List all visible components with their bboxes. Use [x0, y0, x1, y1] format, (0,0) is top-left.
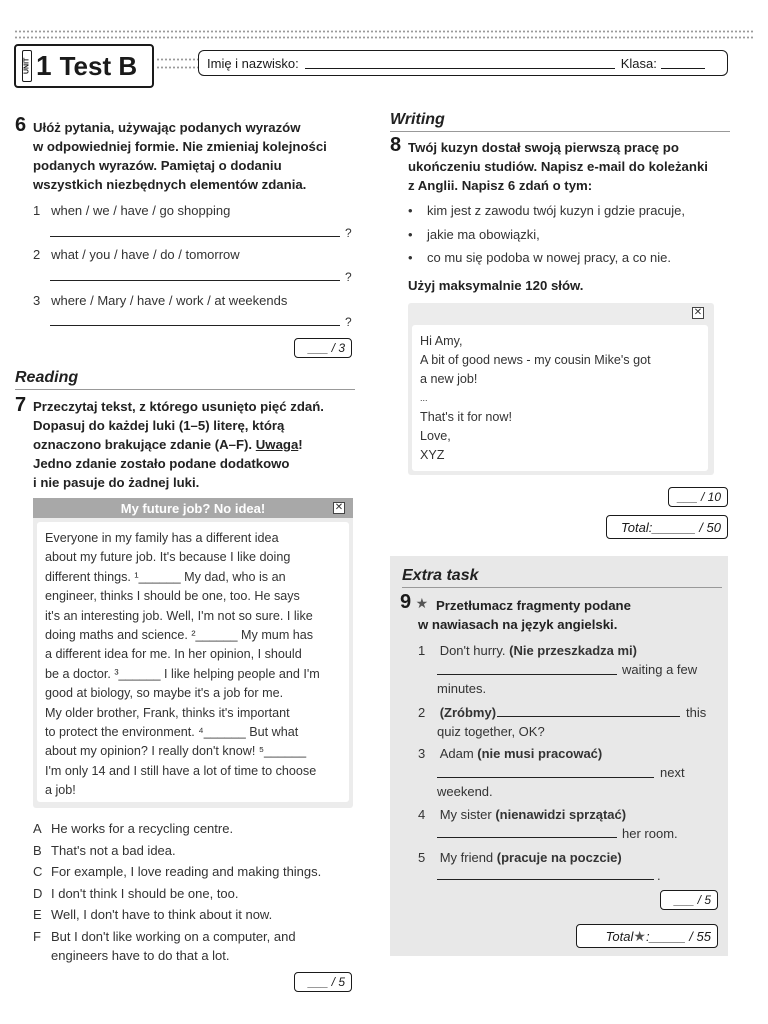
ex7-instruction: Przeczytaj tekst, z którego usunięto pięć zdań. Dopasuj do każdej luki (1–5) literę, którą oznaczono brakujące zdanie (A–F). Uwaga! Jedno zdanie zostało podane dodatkowo i nie pasuje do żadnej luki. — [33, 399, 324, 490]
header-dots-top — [14, 30, 754, 33]
class-label: Klasa: — [620, 55, 657, 71]
name-class-box — [198, 50, 728, 76]
unit-title-box — [14, 44, 154, 88]
ex9-answer-line-4[interactable] — [437, 837, 617, 838]
total-55-value: :_____ / 55 — [645, 928, 711, 944]
total-50: Total:______ / 50 — [606, 515, 728, 539]
email-body[interactable]: Hi Amy, A bit of good news - my cousin Mike's got a new job! ... That's it for now! Love, XYZ — [412, 325, 708, 471]
ex8-number: 8 — [390, 134, 402, 156]
unit-number: 1 — [36, 50, 52, 81]
extra-section-rule — [402, 587, 722, 588]
ex9-item-4-cont: her room. — [622, 826, 678, 841]
ex7-score: ___ / 5 — [294, 972, 352, 992]
header-dots-top-2 — [14, 36, 754, 39]
writing-section-title: Writing — [390, 111, 445, 128]
ex9-item-1-end: minutes. — [437, 681, 487, 696]
ex9-item-2-cont: this — [686, 705, 707, 720]
ex6-answer-line-3[interactable] — [50, 325, 340, 326]
reading-section-title: Reading — [15, 369, 79, 386]
ex9-item-3: 3 Adam (nie musi pracować) — [418, 746, 603, 761]
ex6-qmark-3: ? — [345, 315, 352, 329]
ex8-instruction: Twój kuzyn dostał swoją pierwszą pracę po ukończeniu studiów. Napisz e-mail do koleżanki z Anglii. Napisz 6 zdań o tym: — [408, 140, 708, 193]
ex6-qmark-1: ? — [345, 226, 352, 240]
total-55 — [576, 924, 718, 948]
ex8-score: ___ / 10 — [668, 487, 728, 507]
reading-text-header — [33, 498, 353, 518]
option-d: D I don't think I should be one, too. — [33, 885, 239, 901]
ex9-score: ___ / 5 — [660, 890, 718, 910]
ex9-answer-line-3[interactable] — [437, 777, 654, 778]
name-label: Imię i nazwisko: — [207, 55, 299, 71]
ex6-item-2: 2 what / you / have / do / tomorrow — [33, 247, 240, 262]
option-f: F But I don't like working on a computer, and — [33, 928, 296, 944]
writing-section-rule — [390, 131, 730, 132]
name-field[interactable] — [305, 57, 615, 69]
ex9-answer-line-2[interactable] — [497, 716, 680, 717]
option-a: A He works for a recycling centre. — [33, 821, 234, 836]
close-icon: ✕ — [334, 502, 344, 513]
option-b: B That's not a bad idea. — [33, 842, 176, 858]
ex8-word-limit: Użyj maksymalnie 120 słów. — [408, 278, 584, 293]
star-icon: ★ — [415, 595, 429, 611]
ex9-item-1-cont: waiting a few — [622, 662, 698, 677]
ex8-bullet-3: • co mu się podoba w nowej pracy, a co nie. — [408, 250, 672, 265]
ex8-bullet-2: • jakie ma obowiązki, — [408, 227, 540, 242]
header-dots-mid — [156, 58, 198, 61]
uwaga-word: Uwaga — [255, 437, 299, 452]
option-f-continued: engineers have to do that a lot. — [51, 948, 230, 963]
ex9-item-3-end: weekend. — [437, 784, 493, 799]
ex9-item-2: 2 (Zróbmy) — [418, 705, 497, 720]
ex9-answer-line-1[interactable] — [437, 674, 617, 675]
reading-section-rule — [15, 389, 355, 390]
test-title: Test B — [59, 50, 138, 81]
ex9-instruction: Przetłumacz fragmenty podane w nawiasach na język angielski. — [418, 598, 631, 632]
reading-text-body: Everyone in my family has a different idea about my future job. It's because I like doing different things. ¹______ My dad, who is an engineer, thinks I should be one, too. He says it's an interesting job. Well, I'm not so sure. I like doing maths and science. ²______ My mum has a different idea for me. In her opinion, I should be a doctor. ³______ I like helping people and I'm good at biology, so maybe it's a job for me. My older brother, Frank, thinks it's important to protect the environment. ⁴______ But what about my opinion? I really don't know! ⁵______ I'm only 14 and I still have a lot of time to choose a job! — [37, 522, 349, 802]
email-box — [408, 303, 714, 475]
ex7-options — [33, 818, 363, 967]
class-field[interactable] — [661, 57, 705, 69]
ex6-answer-line-2[interactable] — [50, 280, 340, 281]
ex9-item-5-cont: . — [657, 868, 661, 883]
unit-tag: UNIT — [22, 50, 32, 82]
ex9-item-2-end: quiz together, OK? — [437, 724, 545, 739]
ex6-qmark-2: ? — [345, 270, 352, 284]
total-star-icon: ★ — [633, 927, 646, 944]
ex9-item-4: 4 My sister (nienawidzi sprzątać) — [418, 807, 627, 822]
ex9-answer-line-5[interactable] — [437, 879, 654, 880]
total-55-label: Total — [605, 928, 634, 944]
ex6-item-3: 3 where / Mary / have / work / at weekends — [33, 293, 288, 308]
ex6-number: 6 — [15, 114, 27, 136]
ex7-number: 7 — [15, 394, 27, 416]
ex8-bullet-1: • kim jest z zawodu twój kuzyn i gdzie pracuje, — [408, 203, 685, 218]
ex6-answer-line-1[interactable] — [50, 236, 340, 237]
header-dots-mid-2 — [156, 66, 198, 69]
ex6-item-1: 1 when / we / have / go shopping — [33, 203, 231, 218]
extra-section-title: Extra task — [402, 567, 479, 584]
ex9-item-5: 5 My friend (pracuje na poczcie) — [418, 850, 622, 865]
ex6-instruction: Ułóż pytania, używając podanych wyrazów w odpowiedniej formie. Nie zmieniaj kolejności podanych wyrazów. Pamiętaj o dodaniu wszystkich niezbędnych elementów zdania. — [33, 120, 327, 192]
ex6-score: ___ / 3 — [294, 338, 352, 358]
reading-text-box — [33, 498, 353, 808]
option-c: C For example, I love reading and making things. — [33, 864, 322, 879]
ex9-number: 9 ★ — [400, 591, 429, 613]
option-e: E Well, I don't have to think about it now. — [33, 907, 273, 922]
ex9-item-1: 1 Don't hurry. (Nie przeszkadza mi) — [418, 643, 637, 658]
reading-text-title: My future job? No idea! — [120, 500, 266, 516]
ex9-item-3-cont: next — [660, 765, 685, 780]
email-close-icon: ✕ — [693, 307, 703, 318]
